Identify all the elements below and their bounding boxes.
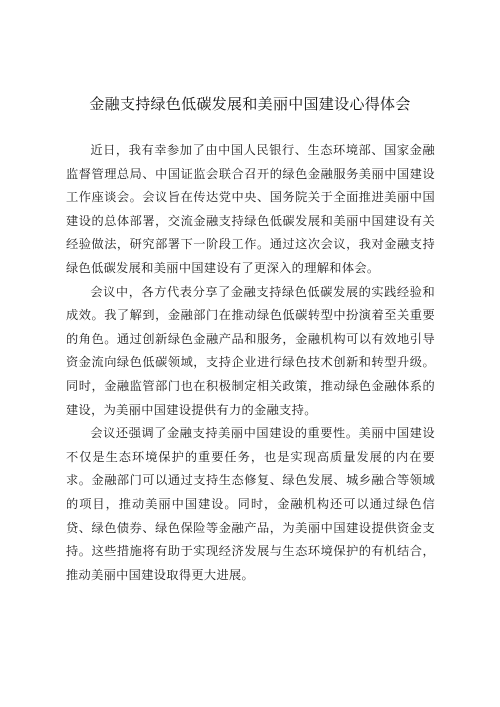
- paragraph-2: 会议中，各方代表分享了金融支持绿色低碳发展的实践经验和成效。我了解到，金融部门在推动绿色低碳转型中扮演着至关重要的角色。通过创新绿色金融产品和服务，金融机构可以有效地引导资金流向绿色低碳领域，支持企业进行绿色技术创新和转型升级。同时，金融监管部门也在积极制定相关政策，推动绿色金融体系的建设，为美丽中国建设提供有力的金融支持。: [66, 284, 435, 417]
- document-body: [66, 139, 435, 587]
- document-title: 金融支持绿色低碳发展和美丽中国建设心得体会: [89, 95, 411, 113]
- paragraph-3: 会议还强调了金融支持美丽中国建设的重要性。美丽中国建设不仅是生态环境保护的重要任务，也是实现高质量发展的内在要求。金融部门可以通过支持生态修复、绿色发展、城乡融合等领域的项目，推动美丽中国建设。同时，金融机构还可以通过绿色信贷、绿色债券、绿色保险等金融产品，为美丽中国建设提供资金支持。这些措施将有助于实现经济发展与生态环境保护的有机结合，推动美丽中国建设取得更大进展。: [66, 426, 435, 582]
- paragraph-1: 近日，我有幸参加了由中国人民银行、生态环境部、国家金融监督管理总局、中国证监会联合召开的绿色金融服务美丽中国建设工作座谈会。会议旨在传达党中央、国务院关于全面推进美丽中国建设的总体部署，交流金融支持绿色低碳发展和美丽中国建设有关经验做法，研究部署下一阶段工作。通过这次会议，我对金融支持绿色低碳发展和美丽中国建设有了更深入的理解和体会。: [66, 143, 435, 275]
